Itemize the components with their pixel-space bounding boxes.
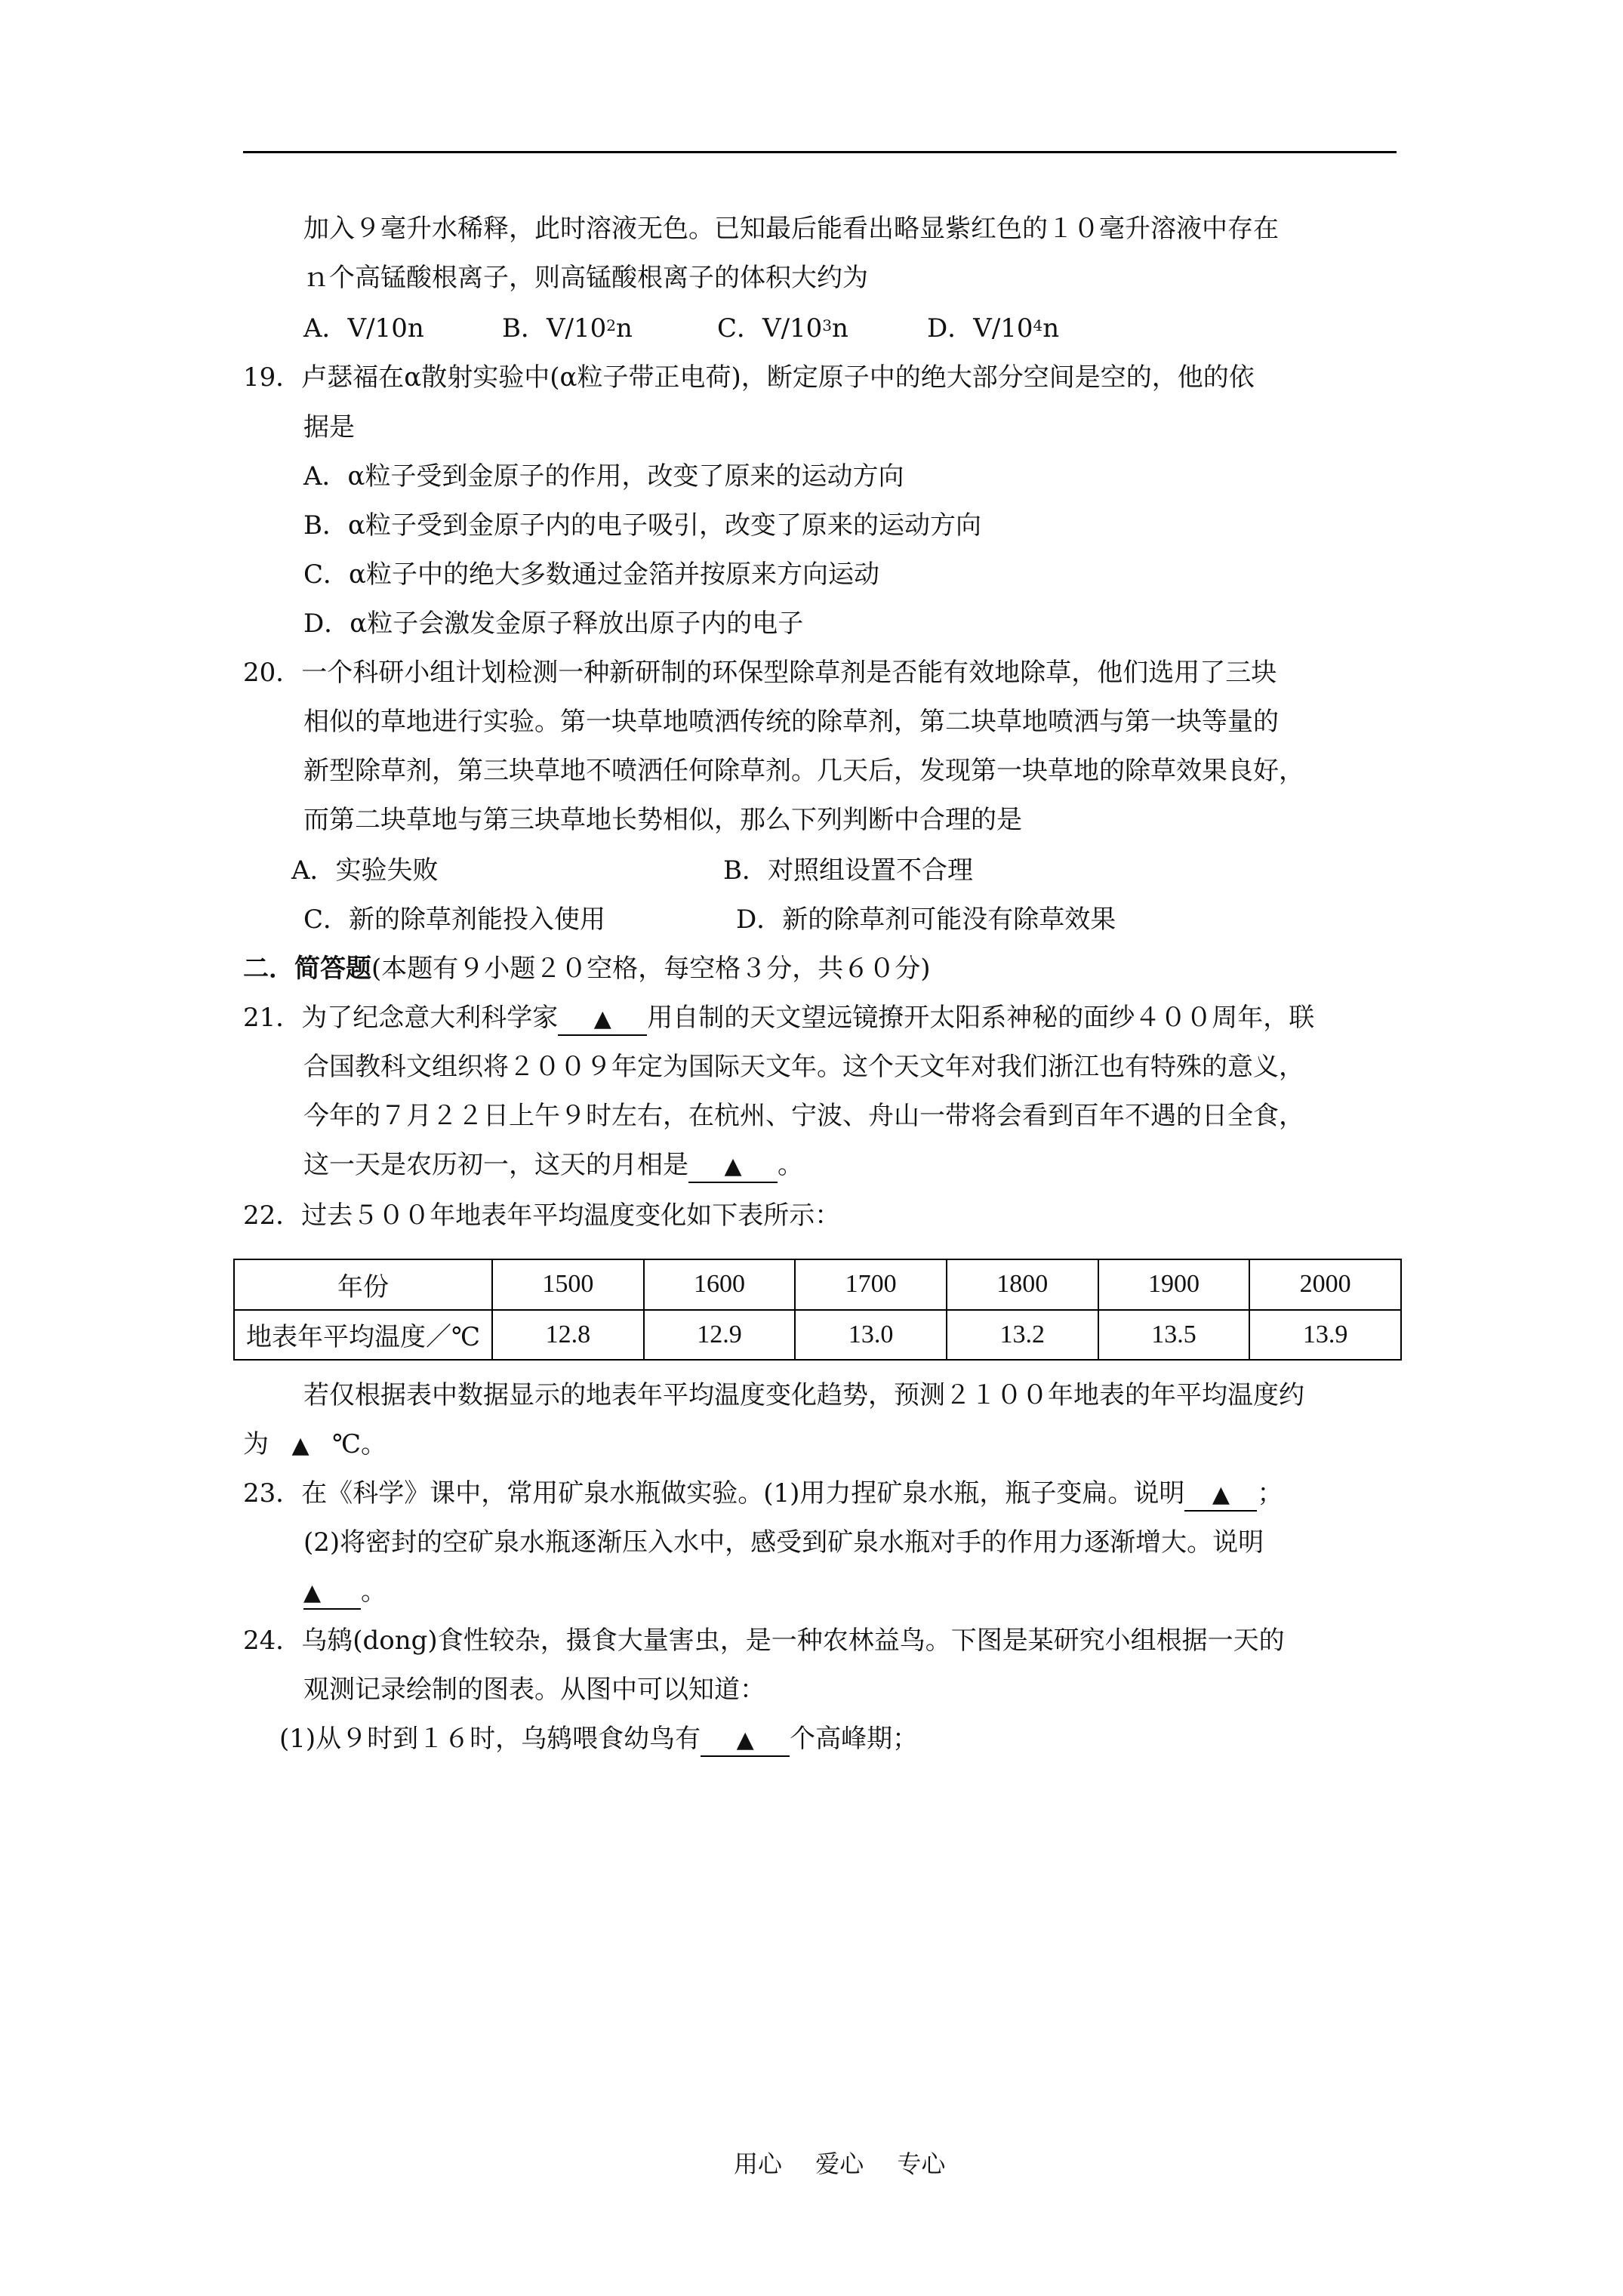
section-2-heading — [243, 951, 931, 986]
q19-line-1: 19．卢瑟福在α散射实验中(α粒子带正电荷)，断定原子中的绝大部分空间是空的，他的依 — [243, 362, 1255, 393]
q21-line-4: 这一天是农历初一，这天的月相是 ▲ 。 — [303, 1148, 803, 1183]
table-cell: 12.9 — [644, 1310, 796, 1361]
q20-line-2: 相似的草地进行实验。第一块草地喷洒传统的除草剂，第二块草地喷洒与第一块等量的 — [303, 707, 1279, 737]
q20-option-d: D．新的除草剂可能没有除草效果 — [736, 905, 1116, 935]
q18-line-2: ｎ个高锰酸根离子，则高锰酸根离子的体积大约为 — [303, 263, 868, 293]
q24-line-2: 观测记录绘制的图表。从图中可以知道： — [303, 1675, 765, 1705]
q24-line-1: 24．乌鸫(dong)食性较杂，摄食大量害虫，是一种农林益鸟。下图是某研究小组根据一天的 — [243, 1626, 1285, 1656]
q23-line-3: ▲ 。 — [303, 1574, 387, 1610]
table-cell: 12.8 — [492, 1310, 644, 1361]
table-row — [234, 1310, 1401, 1361]
table-cell: 2000 — [1249, 1259, 1401, 1310]
q19-option-c: C．α粒子中的绝大多数通过金箔并按原来方向运动 — [303, 559, 879, 590]
table-cell: 1900 — [1098, 1259, 1250, 1310]
q20-line-3: 新型除草剂，第三块草地不喷洒任何除草剂。几天后，发现第一块草地的除草效果良好， — [303, 756, 1304, 786]
q20-line-4: 而第二块草地与第三块草地长势相似，那么下列判断中合理的是 — [303, 805, 1022, 835]
table-cell: 1800 — [947, 1259, 1098, 1310]
q18-option-b: B．$V/10^2n$ — [502, 313, 633, 344]
footer-word: 爱心 — [815, 2150, 864, 2178]
q22-line-1: 22．过去５００年地表年平均温度变化如下表所示： — [243, 1200, 841, 1231]
q21-line-1: 21．为了纪念意大利科学家 ▲ 用自制的天文望远镜撩开太阳系神秘的面纱４００周年，联 — [243, 1000, 1314, 1036]
answer-blank[interactable]: ▲ — [1184, 1478, 1257, 1512]
q19-line-2: 据是 — [303, 412, 355, 442]
q19-option-d: D．α粒子会激发金原子释放出原子内的电子 — [303, 609, 804, 639]
q21-line-2: 合国教科文组织将２００９年定为国际天文年。这个天文年对我们浙江也有特殊的意义， — [303, 1052, 1304, 1082]
q20-option-a: A．实验失败 — [291, 855, 439, 886]
temperature-table — [233, 1259, 1402, 1361]
header-rule — [243, 151, 1397, 153]
table-cell: 1700 — [795, 1259, 947, 1310]
q19-option-a: A．α粒子受到金原子的作用，改变了原来的运动方向 — [303, 461, 904, 492]
q22-after-1: 若仅根据表中数据显示的地表年平均温度变化趋势，预测２１００年地表的年平均温度约 — [303, 1380, 1304, 1410]
q18-option-a: A．V/10n — [303, 313, 424, 344]
table-cell: 13.2 — [947, 1310, 1098, 1361]
table-cell: 1600 — [644, 1259, 796, 1310]
q19-option-b: B．α粒子受到金原子内的电子吸引，改变了原来的运动方向 — [303, 510, 981, 541]
footer-word: 用心 — [734, 2150, 783, 2178]
q24-sub-1: (1)从９时到１６时，乌鸫喂食幼鸟有 ▲ 个高峰期； — [279, 1721, 918, 1757]
table-row — [234, 1259, 1401, 1310]
q20-option-c: C．新的除草剂能投入使用 — [303, 905, 606, 935]
answer-blank[interactable]: ▲ — [701, 1724, 790, 1757]
table-header-year: 年份 — [234, 1259, 492, 1310]
q22-after-2: 为 ▲ ℃。 — [243, 1429, 387, 1459]
section-2-title: 二．简答题 — [243, 954, 371, 984]
table-header-temp: 地表年平均温度／℃ — [234, 1310, 492, 1361]
table-cell: 13.9 — [1249, 1310, 1401, 1361]
answer-blank[interactable]: ▲ — [291, 1432, 310, 1459]
answer-blank[interactable]: ▲ — [688, 1150, 778, 1183]
table-cell: 1500 — [492, 1259, 644, 1310]
q21-line-3: 今年的７月２２日上午９时左右，在杭州、宁波、舟山一带将会看到百年不遇的日全食， — [303, 1101, 1304, 1131]
q23-line-1: 23．在《科学》课中，常用矿泉水瓶做实验。(1)用力捏矿泉水瓶，瓶子变扁。说明 ▲ ； — [243, 1476, 1283, 1512]
q20-option-b: B．对照组设置不合理 — [723, 855, 973, 886]
answer-blank[interactable]: ▲ — [558, 1003, 647, 1036]
answer-blank[interactable]: ▲ — [303, 1576, 361, 1610]
page-footer — [734, 2149, 971, 2179]
q18-option-c: C．$V/10^3n$ — [717, 313, 848, 344]
section-2-note: (本题有９小题２０空格，每空格３分，共６０分) — [371, 954, 931, 984]
q23-line-2: (2)将密封的空矿泉水瓶逐渐压入水中，感受到矿泉水瓶对手的作用力逐渐增大。说明 — [303, 1527, 1264, 1558]
q20-line-1: 20．一个科研小组计划检测一种新研制的环保型除草剂是否能有效地除草，他们选用了三块 — [243, 658, 1277, 688]
footer-word: 专心 — [897, 2150, 946, 2178]
table-cell: 13.0 — [795, 1310, 947, 1361]
q18-line-1: 加入９毫升水稀释，此时溶液无色。已知最后能看出略显紫红色的１０毫升溶液中存在 — [303, 214, 1279, 244]
q18-option-d: D．$V/10^4n$ — [927, 313, 1060, 344]
table-cell: 13.5 — [1098, 1310, 1250, 1361]
